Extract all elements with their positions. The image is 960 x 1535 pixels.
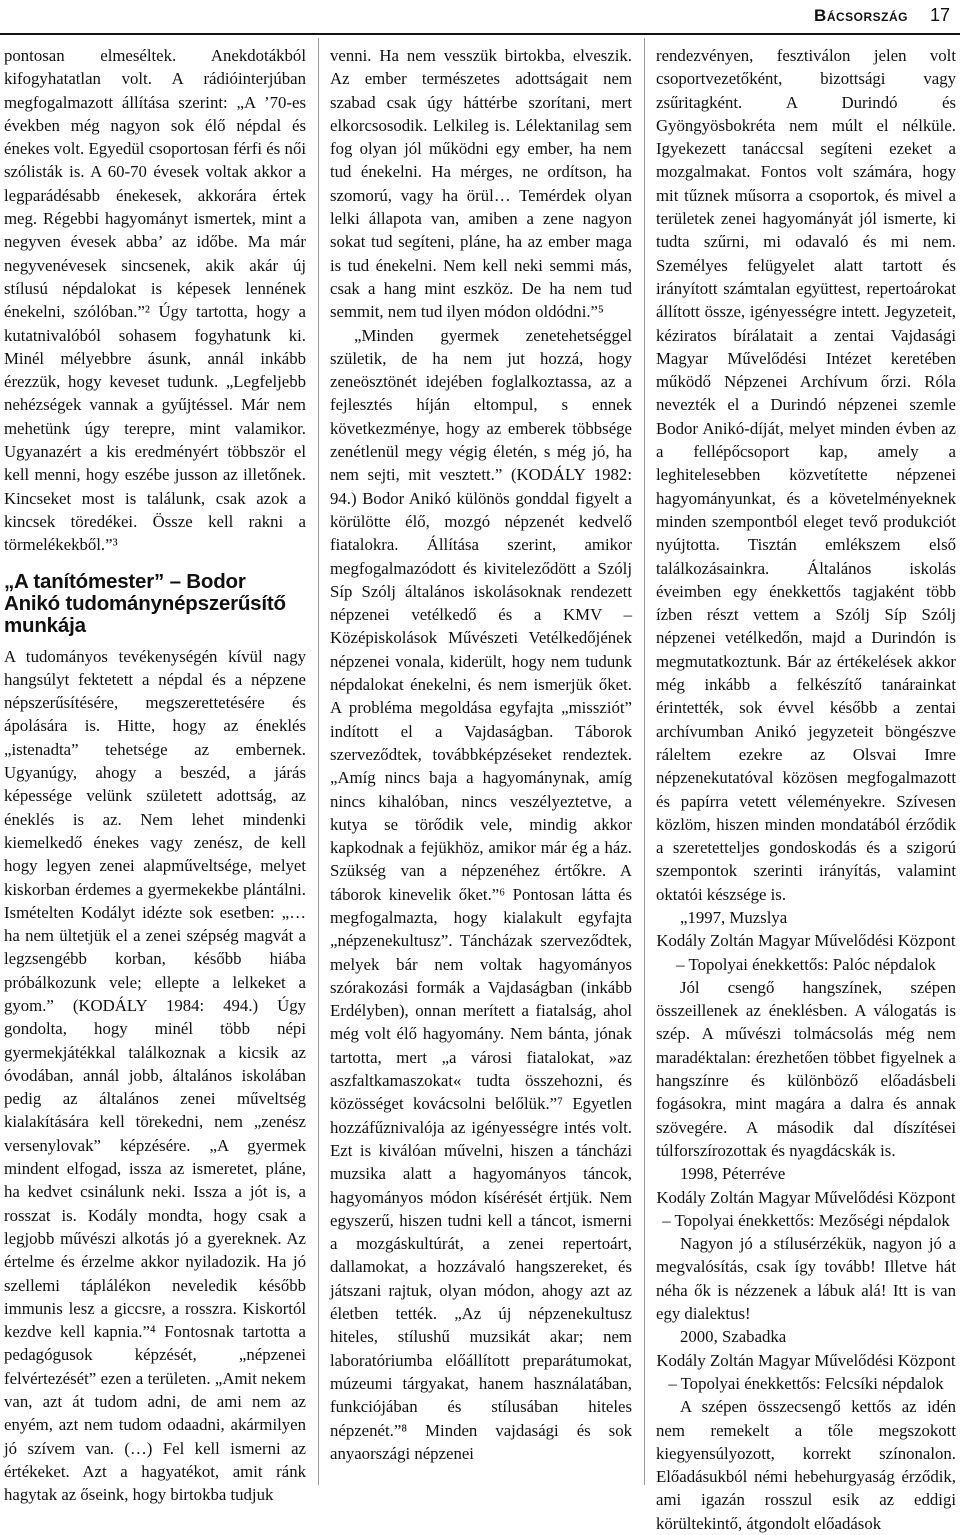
column-2 — [330, 44, 632, 1484]
quote-place-date: 1998, Péterréve — [680, 1164, 786, 1184]
quote-title: Kodály Zoltán Magyar Művelődési Központ – Topolyai énekkettős: Felcsíki népdalok — [656, 1350, 956, 1393]
column-3 — [656, 44, 956, 1533]
quote-title: Kodály Zoltán Magyar Művelődési Központ – Topolyai énekkettős: Mezőségi népdalok — [656, 1187, 956, 1230]
quote-title: Kodály Zoltán Magyar Művelődési Központ – Topolyai énekkettős: Palóc népdalok — [656, 931, 956, 974]
column-divider — [644, 38, 645, 1485]
page-number: 17 — [929, 5, 950, 25]
column-1 — [4, 44, 306, 1505]
paragraph: A tudományos tevékenységén kívül nagy hangsúlyt fektetett a népdal és a népzene népszerűsítésére, megszerettetésére és ápolására is. Hitte, hogy az éneklés „istenadta” tehetsége az embernek. Ugyanúgy, ahogy a beszéd, a járás képessége velünk született adottság, az éneklés is az. Nem lehet mindenki kiemelkedő énekes vagy zenész, de kell hogy legyen zenei alapműveltsége, melyet kiskorban érdemes a gyermekekbe plántálni. Ismételten Kodályt idézte sok esetben: „… ha nem ültetjük el a zenei szépség magvát a legzsengébb korban, később hiába próbálkozunk vele; ellepte a lelkeket a gyom.” (KODÁLY 1984: 494.) Úgy gondolta, hogy minél több népi gyermekjátékkal találkoznak a kicsik az óvodában, annál jobb, általános iskolában pedig az általános zenei műveltség kialakítására kell törekedni, nem „zenész versenylovak” képzésére. „A gyermek mindent elfogad, issza az ismeretet, pláne, ha kedvet csinálunk neki. Issza a jót is, a rosszat is. Kodály mondta, hogy csak a legjobb művészi alkotás jó a gyereknek. Az értelme és érzelme akkor nyiladozik. Ha jó szellemi táplálékon neveledik később immunis lesz a giccsre, a rosszra. Kiskortól kezdve kell kapnia.”⁴ Fontosnak tartotta a pedagógusok képzését, „népzenei felvértezését” ezen a területen. „Amit nekem van, azt át tudom adni, de ami nem az enyém, azt nem tudom odaadni, akármilyen jó szívem van. (…) Fel kell ismerni az értékeket. Azt a hagyatékot, amit ránk hagytak az őseink, hogy birtokba tudjuk — [4, 646, 306, 1505]
page-header — [0, 0, 960, 34]
quote-place-date: „1997, Muzslya — [680, 907, 788, 927]
quote-text: A szépen összecsengő kettős az idén nem remekelt a tőle megszokott kiegyensúlyozott, korrekt színonalon. Előadásukból némi hebehurgyaság érződik, ami igazán rosszul esik az eddigi körültekintő, átgondolt előadások — [656, 1397, 956, 1533]
paragraph: rendezvényen, fesztiválon jelen volt csoportvezetőként, bizottsági vagy zsűritagként. A Durindó és Gyöngyösbokréta nem múlt el nélküle. Igyekezett tanáccsal segíteni ezeket a mozgalmakat. Fontos volt számára, hogy mit tűznek műsorra a csoportok, és mivel a területek zenei hagyományát jól ismerte, ki tudta szűrni, mi odavaló és mi nem. Személyes felügyelet alatt tartott és irányított számtalan együttest, repertoárokat állított össze, igényességre intett. Jegyzeteit, kéziratos bírálatait a zentai Vajdasági Magyar Művelődési Intézet keretében működő Népzenei Archívum őrzi. Róla nevezték el a Durindó népzenei szemle Bodor Anikó-díját, melyet minden évben az a fellépőcsoport kap, amely a leghitelesebben közvetítette népzenei hagyományunkat, és a követelményeknek minden szempontból eleget tevő produkciót nyújtotta. Tisztán emlékszem első találkozásainkra. Általános iskolás éveimben egy énekkettős tagjaként több ízben részt vettem a Szólj Síp Szólj népzenei vetélkedőn, majd a Durindón is megmutatkoztunk. Bár az értékelések akkor még inkább a felkészítő tanárainkat érintették, sok évvel később a zentai archívumban Anikó jegyzeteit böngészve ráleltem ezekre az Olsvai Imre népzenekutatóval közösen megfogalmazott és papírra vetett véleményekre. Szívesen közlöm, hiszen minden mondatából érződik a szeretetteljes gondoskodás és a szigorú szempontok szerinti irányítás, valamint oktatói készsége is. — [656, 46, 956, 904]
quote-text: Jól csengő hangszínek, szépen összeillenek az éneklésben. A válogatás is szép. A művészi tolmácsolás még nem maradéktalan: érezhetően többet figyelnek a hangszínre és különböző előadásbeli fogásokra, mint magára a dalra és annak szövegére. A második dal díszítései túlforszírozottak és nyagdácskák is. — [656, 977, 956, 1160]
header-rule — [0, 33, 960, 35]
magazine-title: Bácsország — [814, 6, 908, 25]
quote-place-date: 2000, Szabadka — [680, 1327, 787, 1347]
paragraph: „Minden gyermek zenetehetséggel születik, de ha nem jut hozzá, hogy zeneösztönét idejében foglalkoztassa, az a fejlesztés híján eltompul, s ennek következménye, hogy az emberek többsége zenétlenül megy végig életén, s még jó, ha nem sejti, mit vesztett.” (KODÁLY 1982: 94.) Bodor Anikó különös gonddal figyelt a körülötte élő, mozgó népzenét kedvelő fiatalokra. Állítása szerint, amikor megfogalmazódott és kiviteleződött a Szólj Síp Szólj általános iskolásoknak rendezett népzenei vetélkedő és a KMV – Középiskolások Művészeti Vetélkedőjének népzenei vonala, kiderült, hogy nem tudunk népdalokat énekelni, és nem ismerjük őket. A probléma megoldása egyfajta „missziót” indított el a Vajdaságban. Táborok szerveződtek, továbbképzéseket rendeztek. „Amíg nincs baja a hagyománynak, amíg nincs kihalóban, nincs veszélyeztetve, a kutya se törődik vele, mindig akkor kapkodnak a fejükhöz, amikor már ég a ház. Szükség van a népzenéhez értőkre. A táborok kinevelik őket.”⁶ Pontosan látta és megfogalmazta, hogy kialakult egyfajta „népzenekultusz”. Táncházak szerveződtek, melyek bár nem voltak hagyományos szórakozási formák a Vajdaságban (inkább Erdélyben), onnan merített a fiatalság, ahol még volt élő hagyomány. Nem bánta, jónak tartotta, mert „a városi fiatalokat, »az aszfaltkamaszokat« tudta összehozni, és közösséget kovácsolni belőlük.”⁷ Egyetlen hozzáfűznivalója az igényességre intés volt. Ezt is kiválóan művelni, hiszen a táncházi muzsika alatt a hagyományos táncok, hagyományos módon kísérését értjük. Nem egyszerű, hiszen tudni kell a táncot, ismerni a mozgáskultúrát, a zenei repertoárt, dallamokat, a hozzávaló hangszereket, és játszani rajtuk, olyan módon, ahogy azt az életben tették. „Az új népzenekultusz hiteles, stílushű muzsikát akar; nem laboratóriumba előállított preparátumokat, múzeumi tárgyakat, hanem használatában, funkciójában és stílusában hiteles népzenét.”⁸ Minden vajdasági és sok anyaországi népzenei — [330, 325, 632, 1463]
paragraph: venni. Ha nem vesszük birtokba, elveszik. Az ember természetes adottságait nem szabad csak úgy háttérbe szorítani, mert elkorcsosodik. Lelkileg is. Lélektanilag sem fog olyan jól működni egy ember, ha nem tud énekelni. Ha mérges, ne ordítson, ha szomorú, vagy ha örül… Temérdek olyan lelki állapota van, amiben a zene nagyon sokat tud segíteni, pláne, ha az ember maga is tud énekelni. Nem kell neki semmi más, csak a hang mint eszköz. De ha nem tud semmit, nem tud ilyen módon oldódni.”⁵ — [330, 46, 632, 322]
column-divider — [318, 38, 319, 1485]
section-heading: „A tanítómester” – Bodor Anikó tudománynépszerűsítő munkája — [4, 569, 286, 637]
paragraph: pontosan elmeséltek. Anekdotákból kifogyhatatlan volt. A rádióinterjúban megfogalmazott állítása szerint: „A ’70-es években még nagyon sok élő népdal és énekes volt. Egyedül csoportosan férfi és női szólisták is. A 60-70 évesek voltak akkor a legparádésabb énekesek, akkorára értek meg. Régebbi hagyományt ismertek, mint a negyven évesek abba’ az időbe. Ma már negyvenévesek sincsenek, akik akár új stílusú népdalokat is képesek lennének énekelni, szólóban.”² Úgy tartotta, hogy a kutatnivalóból sohasem fogyhatunk ki. Minél mélyebbre ásunk, annál inkább érezzük, hogy keveset tudunk. „Legfeljebb nehézségek vannak a gyűjtéssel. Már nem mehetünk úgy terepre, mint valamikor. Ugyanazért a kis eredményért többször el kell menni, hogy eszébe jusson az illetőnek. Kincseket most is találunk, csak azok a kincsek töredékei. Össze kell rakni a törmelékekből.”³ — [4, 46, 306, 555]
quote-text: Nagyon jó a stílusérzékük, nagyon jó a megvalósítás, csak így tovább! Illetve hát néha ők is nézzenek a lábuk alá! Itt is van egy dialektus! — [656, 1234, 956, 1324]
